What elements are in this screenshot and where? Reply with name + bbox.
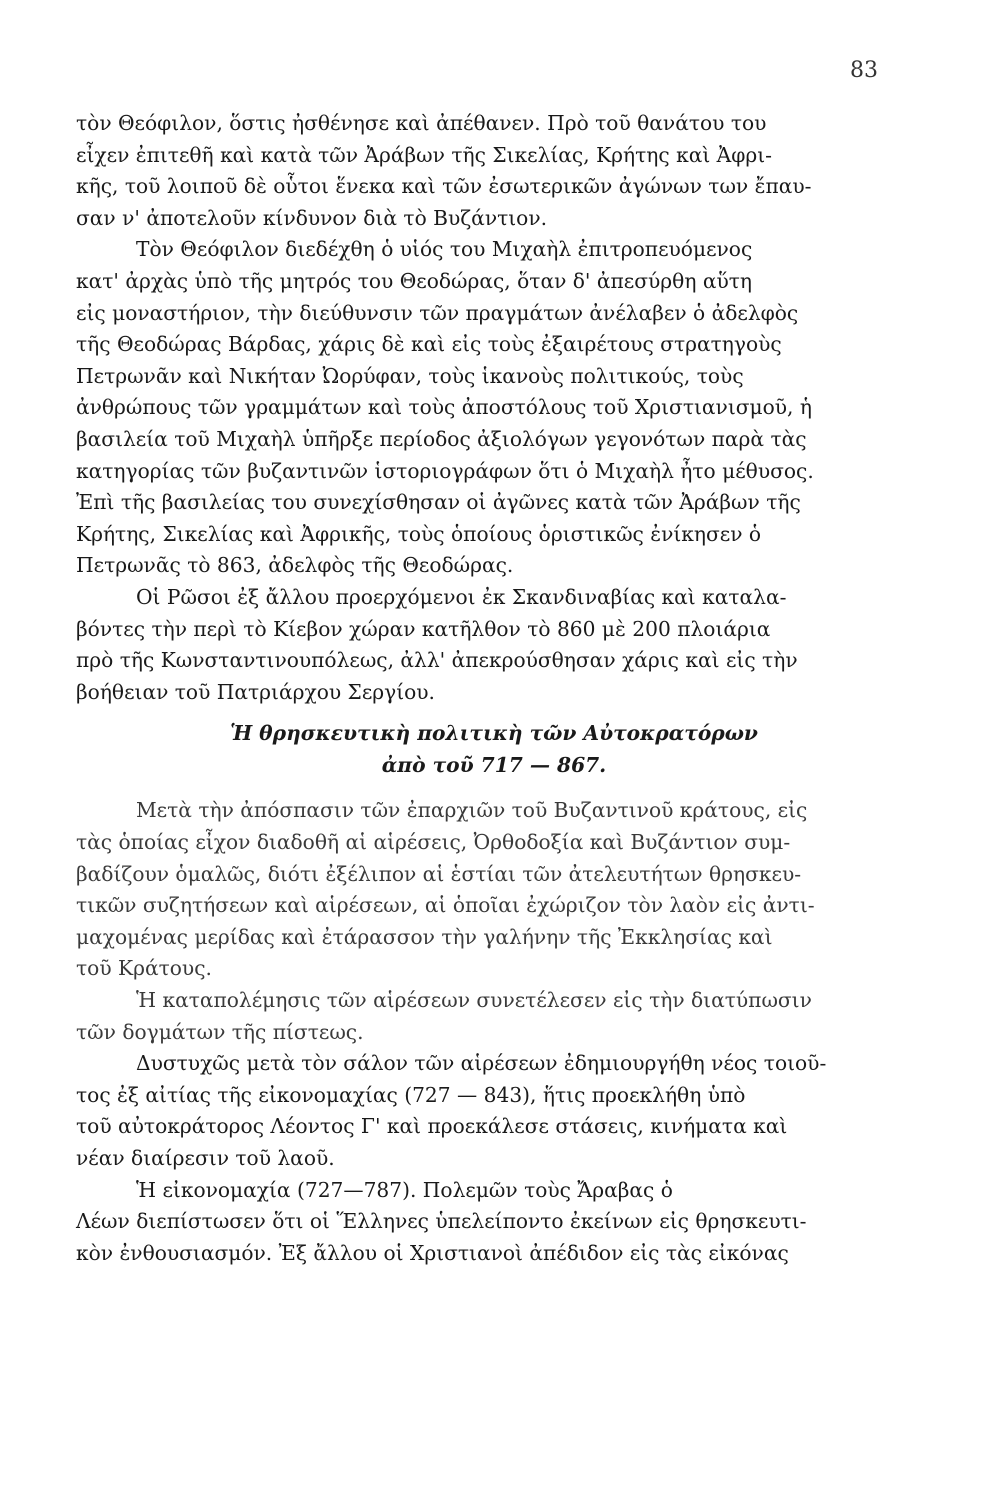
text-line: νέαν διαίρεσιν τοῦ λαοῦ. <box>76 1146 335 1170</box>
text-line: βασιλεία τοῦ Μιχαὴλ ὑπῆρξε περίοδος ἀξιολόγων γεγονότων παρὰ τὰς <box>76 426 807 451</box>
text-line: Τὸν Θεόφιλον διεδέχθη ὁ υἱός του Μιχαὴλ ἐπιτροπευόμενος <box>136 237 753 262</box>
text-line: Ἐπὶ τῆς βασιλείας του συνεχίσθησαν οἱ ἀγῶνες κατὰ τῶν Ἀράβων τῆς <box>76 490 801 515</box>
paragraph <box>76 108 912 234</box>
text-line: τὸν Θεόφιλον, ὅστις ἠσθένησε καὶ ἀπέθανεν. Πρὸ τοῦ θανάτου του <box>76 111 767 135</box>
paragraph <box>76 985 912 1048</box>
text-line: Δυστυχῶς μετὰ τὸν σάλον τῶν αἱρέσεων ἐδημιουργήθη νέος τοιοῦ- <box>136 1051 827 1076</box>
paragraph <box>76 795 912 985</box>
text-line: σαν ν' ἀποτελοῦν κίνδυνον διὰ τὸ Βυζάντιον. <box>76 205 548 230</box>
paragraph <box>76 1048 912 1174</box>
text-line: τοῦ Κράτους. <box>76 956 212 981</box>
text-line: κὸν ἐνθουσιασμόν. Ἐξ ἄλλου οἱ Χριστιανοὶ ἀπέδιδον εἰς τὰς εἰκόνας <box>76 1240 789 1265</box>
text-line: Πετρωνᾶς τὸ 863, ἀδελφὸς τῆς Θεοδώρας. <box>76 553 514 578</box>
text-line: βαδίζουν ὁμαλῶς, διότι ἐξέλιπον αἱ ἑστίαι τῶν ἀτελευτήτων θρησκευ- <box>76 861 802 886</box>
text-line: βόντες τὴν περὶ τὸ Κίεβον χώραν κατῆλθον τὸ 860 μὲ 200 πλοιάρια <box>76 616 771 641</box>
page-number: 83 <box>850 58 878 83</box>
text-line: εἶχεν ἐπιτεθῆ καὶ κατὰ τῶν Ἀράβων τῆς Σικελίας, Κρήτης καὶ Ἀφρι- <box>76 142 772 167</box>
text-line: τος ἐξ αἰτίας τῆς εἰκονομαχίας (727 — 843), ἥτις προεκλήθη ὑπὸ <box>76 1082 746 1107</box>
text-line: τὰς ὁποίας εἶχον διαδοθῆ αἱ αἱρέσεις, Ὀρθοδοξία καὶ Βυζάντιον συμ- <box>76 830 791 855</box>
section-heading-dates: ἀπὸ τοῦ 717 — 867. <box>381 752 607 777</box>
text-line: Ἡ καταπολέμησις τῶν αἱρέσεων συνετέλεσεν εἰς τὴν διατύπωσιν <box>136 988 812 1013</box>
text-line: Λέων διεπίστωσεν ὅτι οἱ Ἕλληνες ὑπελείποντο ἐκείνων εἰς θρησκευτι- <box>76 1209 807 1234</box>
paragraph <box>76 234 912 582</box>
paragraph <box>76 582 912 708</box>
text-line: κατ' ἀρχὰς ὑπὸ τῆς μητρός του Θεοδώρας, ὅταν δ' ἀπεσύρθη αὕτη <box>76 268 753 293</box>
text-line: μαχομένας μερίδας καὶ ἐτάρασσον τὴν γαλήνην τῆς Ἐκκλησίας καὶ <box>76 924 773 949</box>
text-line: Κρήτης, Σικελίας καὶ Ἀφρικῆς, τοὺς ὁποίους ὁριστικῶς ἐνίκησεν ὁ <box>76 521 762 546</box>
text-line: τικῶν συζητήσεων καὶ αἱρέσεων, αἱ ὁποῖαι ἐχώριζον τὸν λαὸν εἰς ἀντι- <box>76 893 815 918</box>
text-line: τῶν δογμάτων τῆς πίστεως. <box>76 1019 364 1044</box>
text-line: πρὸ τῆς Κωνσταντινουπόλεως, ἀλλ' ἀπεκρούσθησαν χάρις καὶ εἰς τὴν <box>76 648 798 673</box>
section-heading: Ἡ θρησκευτικὴ πολιτικὴ τῶν Αὐτοκρατόρων <box>230 721 758 746</box>
text-line: Ἡ εἰκονομαχία (727—787). Πολεμῶν τοὺς Ἄραβας ὁ <box>136 1177 673 1202</box>
paragraph <box>76 1175 912 1270</box>
text-line: βοήθειαν τοῦ Πατριάρχου Σεργίου. <box>76 679 435 704</box>
text-line: Πετρωνᾶν καὶ Νικήταν Ὠορύφαν, τοὺς ἱκανοὺς πολιτικούς, τοὺς <box>76 363 744 388</box>
text-line: τοῦ αὐτοκράτορος Λέοντος Γ' καὶ προεκάλεσε στάσεις, κινήματα καὶ <box>76 1114 788 1139</box>
text-line: Οἱ Ρῶσοι ἐξ ἄλλου προερχόμενοι ἐκ Σκανδιναβίας καὶ καταλα- <box>136 584 787 609</box>
text-line: κῆς, τοῦ λοιποῦ δὲ οὗτοι ἕνεκα καὶ τῶν ἐσωτερικῶν ἀγώνων των ἔπαυ- <box>76 174 812 199</box>
text-line: εἰς μοναστήριον, τὴν διεύθυνσιν τῶν πραγμάτων ἀνέλαβεν ὁ ἀδελφὸς <box>76 300 799 325</box>
text-line: ἀνθρώπους τῶν γραμμάτων καὶ τοὺς ἀποστόλους τοῦ Χριστιανισμοῦ, ἡ <box>76 395 812 420</box>
text-line: Μετὰ τὴν ἀπόσπασιν τῶν ἐπαρχιῶν τοῦ Βυζαντινοῦ κράτους, εἰς <box>136 798 808 823</box>
body-text <box>76 108 912 1269</box>
text-line: κατηγορίας τῶν βυζαντινῶν ἱστοριογράφων ὅτι ὁ Μιχαὴλ ἦτο μέθυσος. <box>76 458 814 483</box>
text-line: τῆς Θεοδώρας Βάρδας, χάρις δὲ καὶ εἰς τοὺς ἐξαιρέτους στρατηγοὺς <box>76 332 782 357</box>
